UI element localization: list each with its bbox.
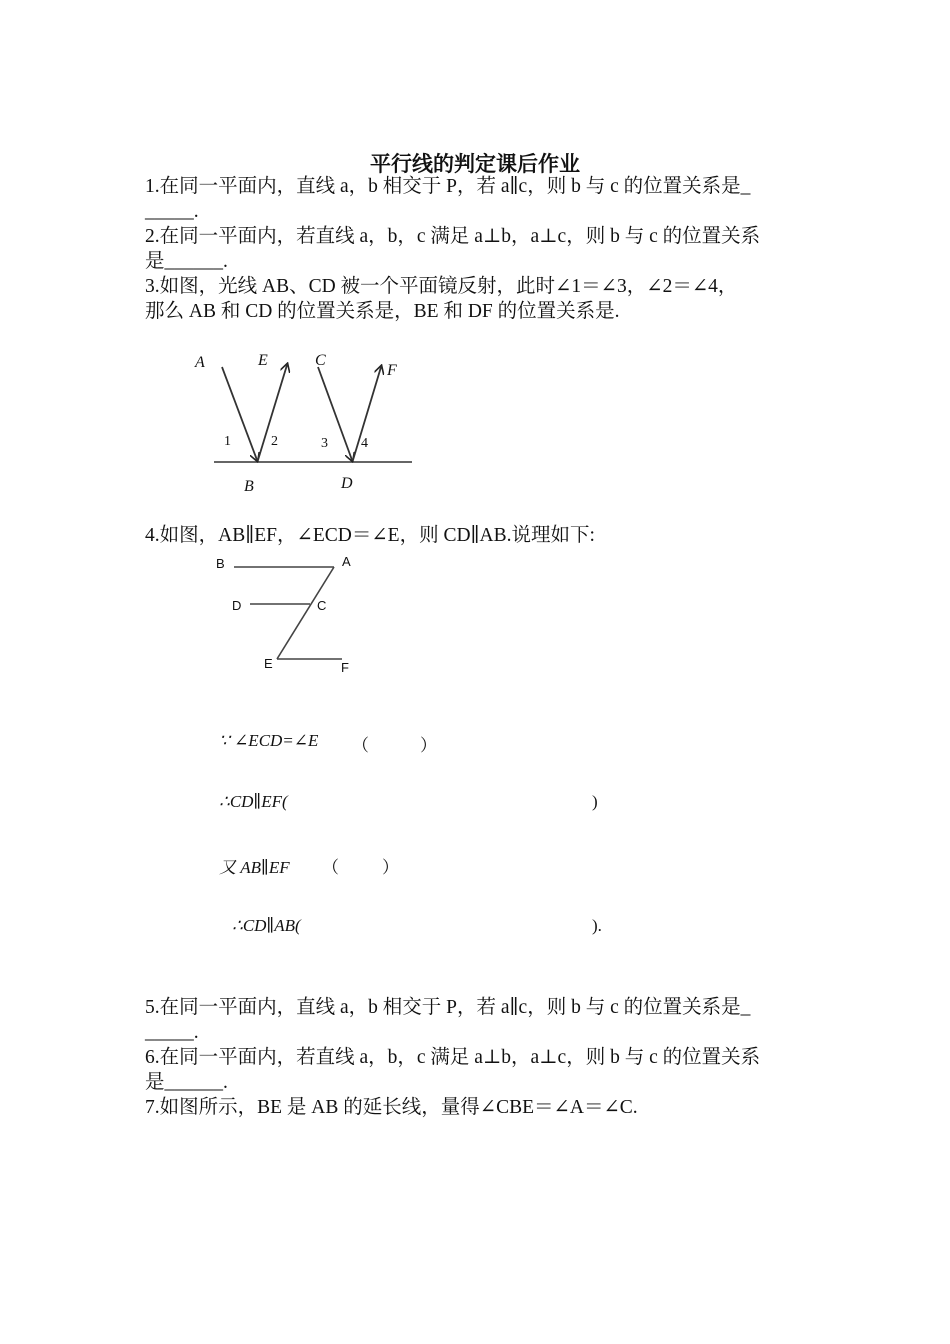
proof-line-3-close: ） <box>382 858 399 877</box>
question-7-line-1: 7.如图所示，BE 是 AB 的延长线，量得∠CBE＝∠A＝∠C. <box>145 1097 638 1118</box>
label-b: B <box>244 478 254 495</box>
label-z-f: F <box>341 660 349 675</box>
question-5-line-2: _____. <box>145 1022 199 1043</box>
proof-line-2: ∴CD∥EF( <box>219 792 288 811</box>
proof-line-4-close: ). <box>592 916 602 935</box>
question-3-line-1: 3.如图，光线 AB、CD 被一个平面镜反射，此时∠1＝∠3，∠2＝∠4， <box>145 276 738 297</box>
label-z-e: E <box>264 656 273 671</box>
label-angle-3: 3 <box>321 436 328 451</box>
label-f: F <box>387 362 397 379</box>
question-6-line-1: 6.在同一平面内，若直线 a，b，c 满足 a⊥b，a⊥c，则 b 与 c 的位置关系 <box>145 1047 761 1068</box>
label-angle-1: 1 <box>224 434 231 449</box>
question-3-line-2: 那么 AB 和 CD 的位置关系是，BE 和 DF 的位置关系是. <box>145 301 620 322</box>
label-d: D <box>341 475 353 492</box>
line-ae <box>277 567 334 659</box>
proof-line-3-open: （ <box>322 858 339 877</box>
proof-line-1-close: ） <box>420 736 437 755</box>
question-6-line-2: 是______. <box>145 1072 228 1093</box>
label-z-d: D <box>232 598 242 613</box>
proof-line-3: 又 AB∥EF <box>219 858 290 877</box>
label-a: A <box>195 354 205 371</box>
label-e: E <box>258 352 268 369</box>
label-z-a: A <box>342 554 351 569</box>
proof-line-1-open: （ <box>352 736 369 755</box>
question-5-line-1: 5.在同一平面内，直线 a，b 相交于 P，若 a∥c，则 b 与 c 的位置关系是_ <box>145 997 751 1018</box>
label-angle-4: 4 <box>361 436 368 451</box>
label-z-c: C <box>317 598 327 613</box>
question-2-line-2: 是______. <box>145 251 228 272</box>
question-4-line-1: 4.如图，AB∥EF，∠ECD＝∠E，则 CD∥AB.说理如下: <box>145 525 595 546</box>
question-2-line-1: 2.在同一平面内，若直线 a，b，c 满足 a⊥b，a⊥c，则 b 与 c 的位置关系 <box>145 226 761 247</box>
label-z-b: B <box>216 556 225 571</box>
question-1-line-2: _____. <box>145 201 199 222</box>
proof-line-1: ∵ ∠ECD=∠E <box>219 731 319 750</box>
proof-line-2-close: ) <box>592 792 598 811</box>
proof-line-4: ∴CD∥AB( <box>232 916 301 935</box>
page-title: 平行线的判定课后作业 <box>370 152 580 176</box>
question-1-line-1: 1.在同一平面内，直线 a，b 相交于 P，若 a∥c，则 b 与 c 的位置关系是_ <box>145 176 751 197</box>
label-angle-2: 2 <box>271 434 278 449</box>
label-c: C <box>315 352 326 369</box>
